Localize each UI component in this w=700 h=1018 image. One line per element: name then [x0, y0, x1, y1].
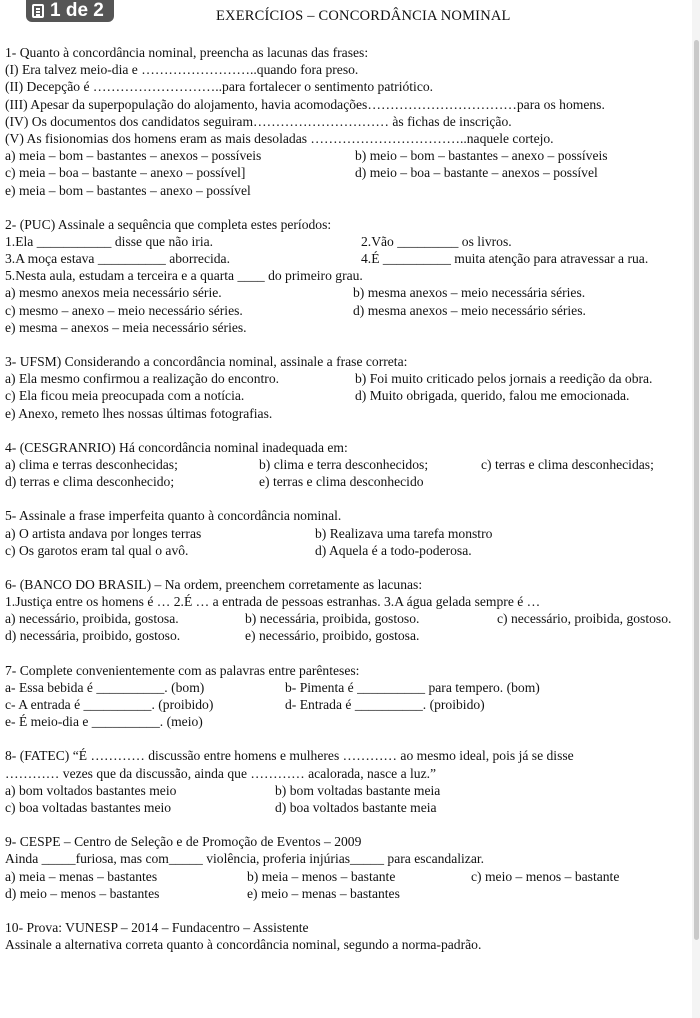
- question-stem: 3- UFSM) Considerando a concordância nominal, assinale a frase correta:: [5, 354, 408, 369]
- page-indicator-text: 1 de 2: [50, 0, 104, 21]
- answer-option: d) necessária, proibido, gostoso.: [5, 628, 181, 644]
- answer-option: d) meio – menos – bastantes: [5, 885, 160, 901]
- answer-option: d) Aquela é a todo-poderosa.: [315, 542, 472, 558]
- fill-in-sentence: 2.Vão _________ os livros.: [361, 233, 512, 249]
- answer-option-row: [5, 387, 689, 404]
- answer-option: e) necessário, proibido, gostosa.: [245, 628, 420, 644]
- answer-option: e) Anexo, remeto lhes nossas últimas fotografias.: [5, 405, 273, 421]
- answer-option: a) bom voltados bastantes meio: [5, 782, 177, 798]
- fill-in-sentence-row: [5, 250, 689, 267]
- fill-in-sentence: (III) Apesar da superpopulação do alojamento, havia acomodações……………………………para os homens.: [5, 96, 605, 112]
- answer-option-row: [5, 525, 689, 542]
- answer-option: d) mesma anexos – meio necessário séries.: [353, 302, 586, 318]
- scrollbar-thumb[interactable]: [694, 40, 699, 940]
- page-indicator-badge: [26, 0, 114, 22]
- answer-option-row: [5, 405, 689, 422]
- answer-option-row: [5, 370, 689, 387]
- question-4: [5, 439, 689, 491]
- question-stem: 7- Complete convenientemente com as palavras entre parênteses:: [5, 662, 360, 678]
- top-bar: [0, 0, 700, 26]
- answer-option-row: [5, 302, 689, 319]
- answer-option-row: [5, 610, 689, 627]
- fill-in-sentence-row: [5, 696, 689, 713]
- answer-option: c) Os garotos eram tal qual o avô.: [5, 542, 189, 558]
- question-stem-continued: ………… vezes que da discussão, ainda que ………… acalorada, nasce a luz.”: [5, 765, 437, 781]
- answer-option-row: [5, 147, 689, 164]
- fill-in-sentence: 5.Nesta aula, estudam a terceira e a quarta ____ do primeiro grau.: [5, 268, 363, 284]
- answer-option-row: [5, 885, 689, 902]
- question-stem: 2- (PUC) Assinale a sequência que completa estes períodos:: [5, 216, 332, 232]
- answer-option-row: [5, 542, 689, 559]
- fill-in-sentence-row: [5, 267, 689, 284]
- answer-option: b) meia – menos – bastante: [247, 868, 396, 884]
- answer-option: e) mesma – anexos – meia necessário séries.: [5, 319, 247, 335]
- answer-option: c) Ela ficou meia preocupada com a notícia.: [5, 388, 245, 404]
- page-icon: [32, 4, 44, 18]
- answer-option-row: [5, 456, 689, 473]
- answer-option: c) meia – boa – bastante – anexo – possível]: [5, 165, 246, 181]
- question-3: [5, 353, 689, 422]
- answer-option: d) Muito obrigada, querido, falou me emocionada.: [355, 388, 630, 404]
- question-stem: 5- Assinale a frase imperfeita quanto à concordância nominal.: [5, 508, 342, 524]
- answer-option: a) mesmo anexos meia necessário série.: [5, 285, 222, 301]
- question-9: [5, 833, 689, 902]
- question-10: [5, 919, 689, 953]
- answer-option: a) Ela mesmo confirmou a realização do encontro.: [5, 371, 280, 387]
- answer-option: c) necessário, proibida, gostoso.: [497, 611, 672, 627]
- answer-option-row: [5, 319, 689, 336]
- fill-in-sentence: (I) Era talvez meio-dia e ……………………..quando fora preso.: [5, 62, 359, 78]
- question-2: [5, 216, 689, 336]
- answer-option: b) necessária, proibida, gostoso.: [245, 611, 420, 627]
- fill-in-sentence: b- Pimenta é __________ para tempero. (bom): [285, 679, 540, 695]
- question-1: [5, 44, 689, 199]
- answer-option: a) O artista andava por longes terras: [5, 525, 202, 541]
- answer-option: d) terras e clima desconhecido;: [5, 474, 175, 490]
- answer-option: a) meia – bom – bastantes – anexos – possíveis: [5, 148, 262, 164]
- answer-option-row: [5, 164, 689, 181]
- fill-in-sentence: d- Entrada é __________. (proibido): [285, 697, 485, 712]
- answer-option: d) boa voltados bastante meia: [275, 799, 437, 815]
- question-stem-continued: 1.Justiça entre os homens é … 2.É … a entrada de pessoas estranhas. 3.A água gelada sempre é …: [5, 594, 541, 610]
- question-7: [5, 662, 689, 731]
- answer-option-row: [5, 799, 689, 816]
- answer-option: c) mesmo – anexo – meio necessário séries.: [5, 302, 243, 318]
- question-stem: 6- (BANCO DO BRASIL) – Na ordem, preenchem corretamente as lacunas:: [5, 576, 423, 592]
- question-5: [5, 507, 689, 559]
- question-stem: 1- Quanto à concordância nominal, preencha as lacunas das frases:: [5, 45, 369, 60]
- page-title: EXERCÍCIOS – CONCORDÂNCIA NOMINAL: [216, 8, 511, 24]
- answer-option-row: [5, 284, 689, 301]
- answer-option-row: [5, 627, 689, 644]
- fill-in-sentence: c- A entrada é __________. (proibido): [5, 697, 214, 712]
- fill-in-sentence: 1.Ela ___________ disse que não iria.: [5, 233, 214, 249]
- answer-option-row: [5, 473, 689, 490]
- answer-option: b) Foi muito criticado pelos jornais a reedição da obra.: [355, 371, 653, 387]
- fill-in-sentence: e- É meio-dia e __________. (meio): [5, 714, 203, 730]
- vertical-scrollbar[interactable]: [692, 0, 700, 1018]
- exercise-list: [5, 44, 689, 970]
- fill-in-sentence: (IV) Os documentos dos candidatos seguiram………………………… às fichas de inscrição.: [5, 113, 512, 129]
- answer-option: a) necessário, proibida, gostosa.: [5, 611, 179, 627]
- answer-option: c) boa voltadas bastantes meio: [5, 799, 172, 815]
- answer-option: c) terras e clima desconhecidas;: [481, 456, 654, 472]
- question-stem-continued: Assinale a alternativa correta quanto à concordância nominal, segundo a norma-padrão.: [5, 937, 482, 953]
- answer-option: b) bom voltadas bastante meia: [275, 782, 441, 798]
- answer-option: a) clima e terras desconhecidas;: [5, 456, 178, 472]
- answer-option-row: [5, 782, 689, 799]
- fill-in-sentence-row: [5, 713, 689, 730]
- fill-in-sentence-row: [5, 679, 689, 696]
- answer-option: b) clima e terra desconhecidos;: [259, 456, 429, 472]
- fill-in-sentence: a- Essa bebida é __________. (bom): [5, 679, 205, 695]
- question-stem: 9- CESPE – Centro de Seleção e de Promoção de Eventos – 2009: [5, 834, 362, 850]
- answer-option: e) terras e clima desconhecido: [259, 474, 424, 490]
- question-stem: 8- (FATEC) “É ………… discussão entre homens e mulheres ………… ao mesmo ideal, pois já se disse: [5, 748, 574, 764]
- answer-option: e) meia – bom – bastantes – anexo – possível: [5, 182, 251, 198]
- answer-option: a) meia – menas – bastantes: [5, 868, 158, 884]
- fill-in-sentence: 4.É __________ muita atenção para atravessar a rua.: [361, 251, 649, 267]
- answer-option-row: [5, 182, 689, 199]
- answer-option: e) meio – menas – bastantes: [247, 885, 400, 901]
- question-8: [5, 747, 689, 816]
- question-stem: 4- (CESGRANRIO) Há concordância nominal inadequada em:: [5, 439, 348, 455]
- answer-option: d) meio – boa – bastante – anexos – possível: [355, 165, 598, 181]
- answer-option: c) meio – menos – bastante: [471, 868, 620, 884]
- answer-option: b) meio – bom – bastantes – anexo – possíveis: [355, 148, 608, 164]
- question-stem-continued: Ainda _____furiosa, mas com_____ violência, proferia injúrias_____ para escandalizar.: [5, 851, 485, 867]
- answer-option: b) mesma anexos – meio necessária séries.: [353, 285, 586, 301]
- answer-option-row: [5, 868, 689, 885]
- fill-in-sentence: 3.A moça estava __________ aborrecida.: [5, 251, 230, 267]
- fill-in-sentence: (V) As fisionomias dos homens eram as mais desoladas ……………………………..naquele cortejo.: [5, 130, 554, 146]
- question-6: [5, 576, 689, 645]
- question-stem: 10- Prova: VUNESP – 2014 – Fundacentro – Assistente: [5, 919, 309, 935]
- fill-in-sentence: (II) Decepção é ………………………..para fortalecer o sentimento patriótico.: [5, 79, 434, 95]
- fill-in-sentence-row: [5, 233, 689, 250]
- answer-option: b) Realizava uma tarefa monstro: [315, 525, 493, 541]
